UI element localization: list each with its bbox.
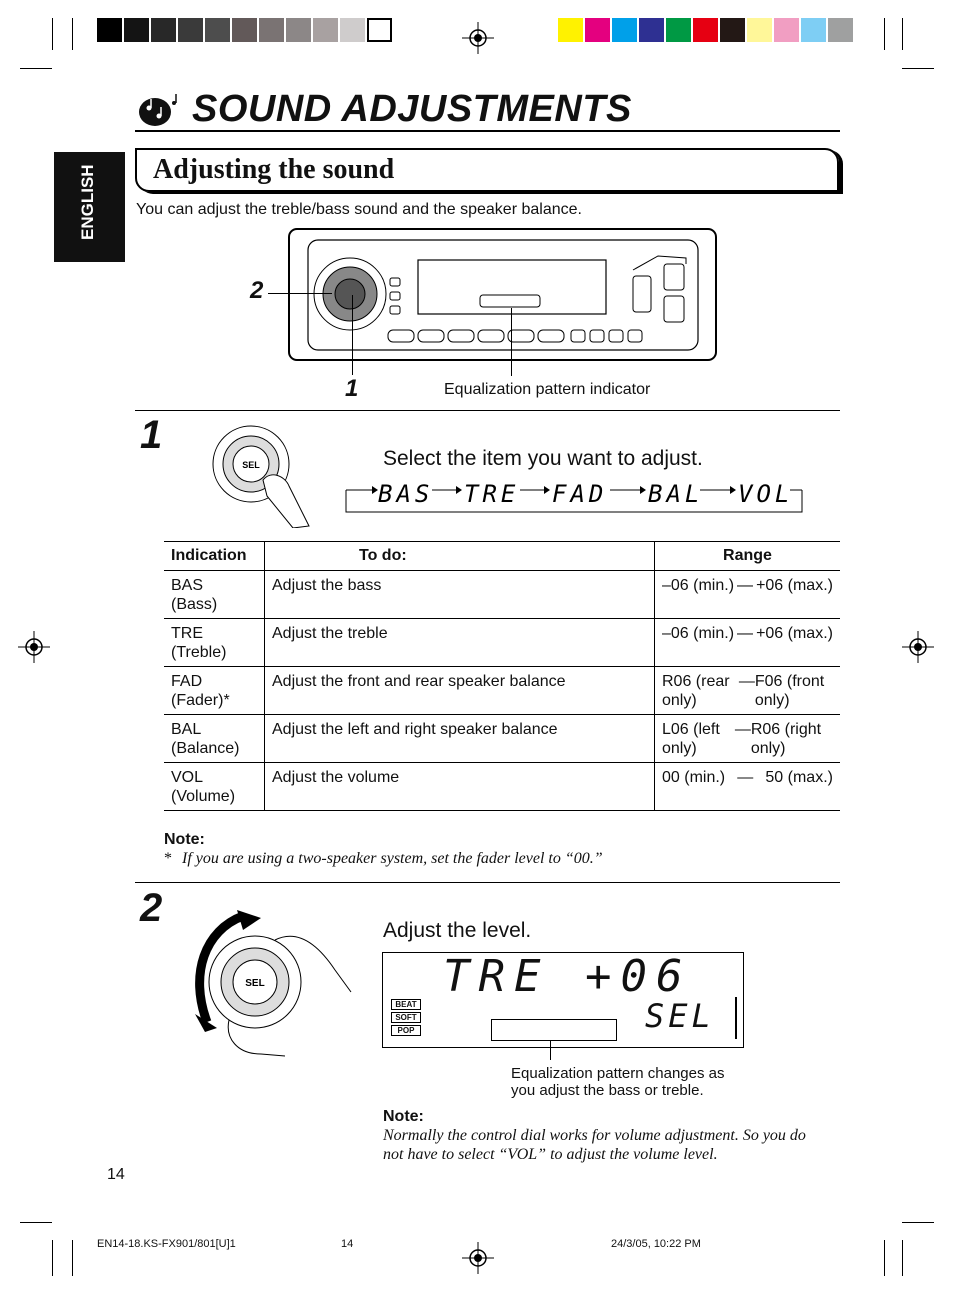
indication-cell <box>164 619 265 667</box>
page-number: 14 <box>107 1166 125 1183</box>
color-swatch <box>801 18 826 42</box>
lcd-right-bracket <box>735 997 737 1039</box>
range-min: L06 (left only) <box>662 721 720 757</box>
page-title: SOUND ADJUSTMENTS <box>192 88 632 130</box>
indication-cell <box>164 667 265 715</box>
callout-1-leader <box>352 295 353 375</box>
range-separator: — <box>738 673 755 690</box>
note2-label: Note: <box>383 1108 424 1125</box>
note1-star: * <box>164 850 172 867</box>
eq-caption-leader <box>550 1040 551 1060</box>
step2-number: 2 <box>140 886 163 930</box>
eq-caption-line1: Equalization pattern changes as <box>511 1065 725 1082</box>
eq-indicator-leader <box>511 308 512 376</box>
color-swatch <box>666 18 691 42</box>
color-swatch <box>340 18 365 42</box>
sequence-item: VOL <box>738 480 794 508</box>
footer-file: EN14-18.KS-FX901/801[U]1 <box>97 1238 236 1250</box>
sequence-item: FAD <box>552 480 608 508</box>
color-swatch <box>259 18 284 42</box>
table-row <box>164 763 840 811</box>
color-swatch <box>693 18 718 42</box>
color-swatch <box>747 18 772 42</box>
gray-color-bar <box>97 0 397 50</box>
table-row <box>164 715 840 763</box>
eq-indicator-label: Equalization pattern indicator <box>444 381 651 398</box>
callout-2: 2 <box>250 277 264 304</box>
note2-line2: not have to select “VOL” to adjust the volume level. <box>383 1146 718 1163</box>
color-swatch <box>178 18 203 42</box>
indication-name: (Volume) <box>171 788 236 805</box>
range-separator: — <box>734 721 751 738</box>
lcd-main-readout: TRE +06 <box>443 951 692 1002</box>
color-swatch <box>720 18 745 42</box>
note1-label: Note: <box>164 831 205 848</box>
color-swatch <box>639 18 664 42</box>
sequence-item: BAS <box>378 480 434 508</box>
color-swatch <box>151 18 176 42</box>
header-todo: To do: <box>265 542 655 571</box>
sel-dial-press-illustration <box>205 420 315 528</box>
todo-cell: Adjust the left and right speaker balance <box>265 715 655 763</box>
step2-instruction: Adjust the level. <box>383 919 532 942</box>
process-color-bar <box>558 0 858 50</box>
lcd-eq-pattern <box>491 1019 617 1041</box>
table-header-row <box>164 542 840 571</box>
lcd-preset-list <box>391 999 421 1036</box>
color-swatch <box>367 18 392 42</box>
selection-sequence-diagram <box>344 476 804 516</box>
color-swatch <box>612 18 637 42</box>
color-swatch <box>97 18 122 42</box>
eq-caption-line2: you adjust the bass or treble. <box>511 1082 704 1099</box>
range-cell <box>655 667 841 715</box>
todo-cell: Adjust the bass <box>265 571 655 619</box>
color-swatch <box>205 18 230 42</box>
color-swatch <box>232 18 257 42</box>
table-row <box>164 667 840 715</box>
color-swatch <box>585 18 610 42</box>
color-swatch <box>828 18 853 42</box>
table-row <box>164 619 840 667</box>
preset-pop: POP <box>391 1025 421 1036</box>
color-swatch <box>286 18 311 42</box>
color-swatch <box>558 18 583 42</box>
indication-code: FAD <box>171 673 203 690</box>
indication-name: (Fader)* <box>171 692 230 709</box>
header-range: Range <box>655 542 841 571</box>
range-min: –06 (min.) <box>662 577 735 594</box>
range-cell <box>655 571 841 619</box>
intro-text: You can adjust the treble/bass sound and the speaker balance. <box>136 201 582 218</box>
indication-name: (Bass) <box>171 596 218 613</box>
note1-text: If you are using a two-speaker system, set the fader level to “00.” <box>182 850 603 867</box>
range-max: F06 (front only) <box>754 673 825 709</box>
lcd-display <box>382 952 744 1048</box>
step1-instruction: Select the item you want to adjust. <box>383 447 703 470</box>
range-min: –06 (min.) <box>662 625 735 642</box>
todo-cell: Adjust the volume <box>265 763 655 811</box>
registration-target-left <box>18 631 50 663</box>
control-dial-rotate-illustration <box>185 910 355 1058</box>
callout-1: 1 <box>345 375 359 402</box>
range-separator: — <box>737 625 754 642</box>
todo-cell: Adjust the front and rear speaker balance <box>265 667 655 715</box>
todo-cell: Adjust the treble <box>265 619 655 667</box>
indication-cell <box>164 763 265 811</box>
footer-page: 14 <box>341 1238 354 1250</box>
preset-beat: BEAT <box>391 999 421 1010</box>
indication-code: VOL <box>171 769 204 786</box>
range-max: R06 (right only) <box>750 721 822 757</box>
indication-cell <box>164 715 265 763</box>
note2-line1: Normally the control dial works for volume adjustment. So you do <box>383 1127 806 1144</box>
indication-code: BAS <box>171 577 204 594</box>
registration-target-bottom <box>462 1242 494 1274</box>
indication-cell <box>164 571 265 619</box>
registration-target-top <box>462 22 494 54</box>
section-title: Adjusting the sound <box>153 154 395 185</box>
color-swatch <box>313 18 338 42</box>
dial-sel-text: SEL <box>242 460 260 470</box>
range-min: 00 (min.) <box>662 769 726 786</box>
sequence-item: TRE <box>464 480 520 508</box>
range-separator: — <box>737 577 754 594</box>
range-cell <box>655 763 841 811</box>
range-max: +06 (max.) <box>756 577 833 594</box>
header-indication: Indication <box>164 542 265 571</box>
language-label: ENGLISH <box>78 164 97 240</box>
range-max: +06 (max.) <box>756 625 833 642</box>
indication-code: TRE <box>171 625 203 642</box>
indication-name: (Balance) <box>171 740 240 757</box>
step1-rule <box>135 410 840 411</box>
range-min: R06 (rear only) <box>662 673 730 709</box>
color-swatch <box>124 18 149 42</box>
step1-number: 1 <box>140 413 163 457</box>
title-rule <box>135 130 840 132</box>
indication-name: (Treble) <box>171 644 227 661</box>
preset-soft: SOFT <box>391 1012 421 1023</box>
range-cell <box>655 715 841 763</box>
range-max: 50 (max.) <box>765 769 833 786</box>
lcd-sel-readout: SEL <box>645 997 715 1035</box>
color-swatch <box>774 18 799 42</box>
registration-target-right <box>902 631 934 663</box>
adjustment-table <box>164 541 840 811</box>
callout-2-leader <box>268 293 332 294</box>
indication-code: BAL <box>171 721 202 738</box>
table-row <box>164 571 840 619</box>
footer-date: 24/3/05, 10:22 PM <box>611 1238 701 1250</box>
dial-sel-text: SEL <box>245 978 265 989</box>
range-cell <box>655 619 841 667</box>
step2-rule <box>135 882 840 883</box>
language-tab <box>54 152 125 262</box>
range-separator: — <box>737 769 754 786</box>
sequence-item: BAL <box>648 480 704 508</box>
music-notes-icon <box>135 90 181 130</box>
